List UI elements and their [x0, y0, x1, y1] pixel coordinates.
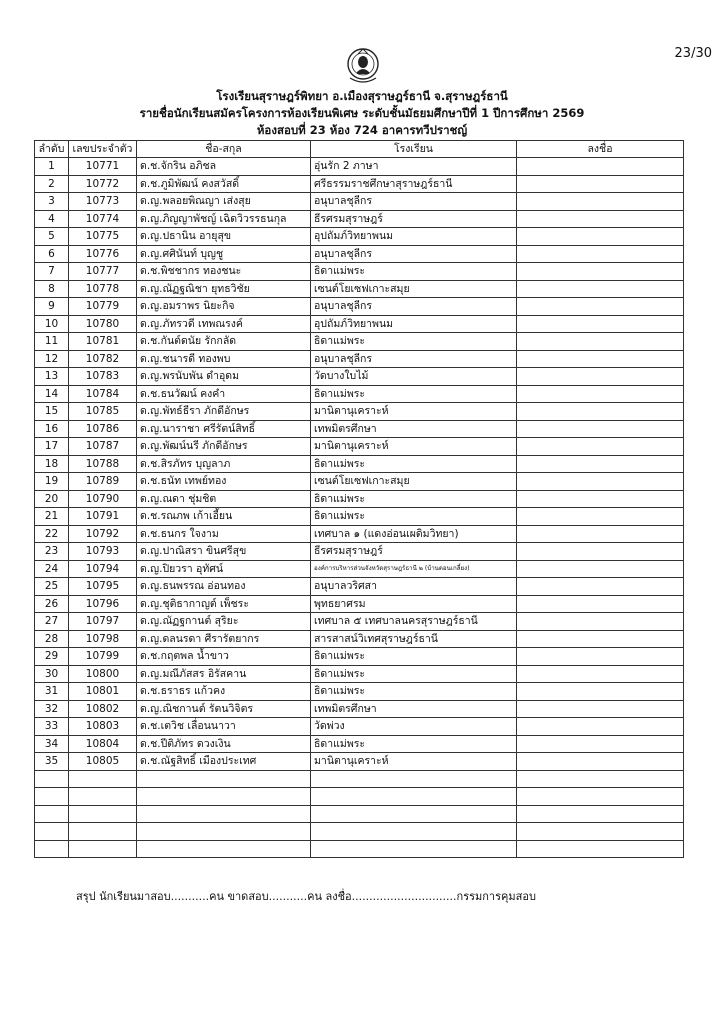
- table-row: [35, 543, 684, 561]
- empty-cell: [137, 788, 311, 806]
- school-line: โรงเรียนสุราษฎร์พิทยา อ.เมืองสุราษฎร์ธานี จ.สุราษฎร์ธานี: [216, 89, 508, 103]
- student-name-cell: ด.ช.กันต์ดนัย รักกลัด: [137, 333, 311, 351]
- empty-cell: [69, 788, 137, 806]
- order-cell: 3: [35, 193, 69, 211]
- order-cell: 35: [35, 753, 69, 771]
- student-name-cell: ด.ช.ธราธร แก้วคง: [137, 683, 311, 701]
- signature-cell: [517, 753, 684, 771]
- school-cell: อนุบาลชุลีกร: [311, 245, 517, 263]
- signature-cell: [517, 245, 684, 263]
- student-name-cell: ด.ญ.ชุติธากาญต์ เพ็ชระ: [137, 595, 311, 613]
- table-row: [35, 595, 684, 613]
- student-id-cell: 10780: [69, 315, 137, 333]
- empty-cell: [311, 823, 517, 841]
- table-row: [35, 245, 684, 263]
- school-cell: สารสาสน์วิเทศสุราษฎร์ธานี: [311, 630, 517, 648]
- order-cell: 32: [35, 700, 69, 718]
- signature-cell: [517, 613, 684, 631]
- table-row: [35, 280, 684, 298]
- school-cell: ธีรศรมสุราษฎร์: [311, 543, 517, 561]
- title-line: รายชื่อนักเรียนสมัครโครงการห้องเรียนพิเศษ ระดับชั้นมัธยมศึกษาปีที่ 1 ปีการศึกษา 2569: [139, 106, 585, 120]
- signature-cell: [517, 438, 684, 456]
- empty-cell: [69, 805, 137, 823]
- table-row: [35, 455, 684, 473]
- order-cell: 12: [35, 350, 69, 368]
- empty-cell: [311, 788, 517, 806]
- student-id-cell: 10782: [69, 350, 137, 368]
- school-cell: มานิตานุเคราะห์: [311, 403, 517, 421]
- school-cell: ธิดาแม่พระ: [311, 263, 517, 281]
- empty-table-row: [35, 823, 684, 841]
- order-cell: 29: [35, 648, 69, 666]
- school-cell: เทพมิตรศึกษา: [311, 700, 517, 718]
- table-row: [35, 210, 684, 228]
- school-cell: อนุบาลชุลีกร: [311, 298, 517, 316]
- order-cell: 2: [35, 175, 69, 193]
- order-cell: 24: [35, 560, 69, 578]
- signature-cell: [517, 403, 684, 421]
- order-cell: 8: [35, 280, 69, 298]
- student-roster-table: [34, 140, 684, 858]
- student-id-cell: 10781: [69, 333, 137, 351]
- table-row: [35, 175, 684, 193]
- student-id-cell: 10784: [69, 385, 137, 403]
- student-name-cell: ด.ญ.ชนารดี ทองพบ: [137, 350, 311, 368]
- student-name-cell: ด.ช.กฤตพล น้ำขาว: [137, 648, 311, 666]
- signature-cell: [517, 350, 684, 368]
- school-cell: ธิดาแม่พระ: [311, 735, 517, 753]
- student-name-cell: ด.ญ.ภัทรวดี เทพณรงค์: [137, 315, 311, 333]
- school-cell: พุทธยาศรม: [311, 595, 517, 613]
- student-id-cell: 10792: [69, 525, 137, 543]
- empty-table-row: [35, 840, 684, 858]
- signature-cell: [517, 665, 684, 683]
- school-cell: อุปถัมภ์วิทยาพนม: [311, 315, 517, 333]
- order-cell: 21: [35, 508, 69, 526]
- signature-cell: [517, 175, 684, 193]
- empty-cell: [517, 788, 684, 806]
- student-name-cell: ด.ช.ธนกร ใจงาม: [137, 525, 311, 543]
- signature-cell: [517, 648, 684, 666]
- table-row: [35, 420, 684, 438]
- order-cell: 33: [35, 718, 69, 736]
- table-row: [35, 718, 684, 736]
- table-row: [35, 665, 684, 683]
- empty-cell: [69, 840, 137, 858]
- school-cell: ธิดาแม่พระ: [311, 490, 517, 508]
- table-row: [35, 735, 684, 753]
- order-cell: 1: [35, 158, 69, 176]
- school-cell: อนุบาลชุลีกร: [311, 193, 517, 211]
- column-header-name: ชื่อ-สกุล: [137, 141, 311, 158]
- student-id-cell: 10789: [69, 473, 137, 491]
- empty-cell: [35, 805, 69, 823]
- student-name-cell: ด.ญ.ธนพรรณ อ่อนทอง: [137, 578, 311, 596]
- student-name-cell: ด.ญ.พัทธ์ธีรา ภักดีอักษร: [137, 403, 311, 421]
- school-cell: วัดบางใบไม้: [311, 368, 517, 386]
- student-id-cell: 10804: [69, 735, 137, 753]
- signature-cell: [517, 193, 684, 211]
- signature-cell: [517, 333, 684, 351]
- table-row: [35, 560, 684, 578]
- table-row: [35, 508, 684, 526]
- student-name-cell: ด.ญ.พลอยพิณญา เส่งสุย: [137, 193, 311, 211]
- signature-cell: [517, 630, 684, 648]
- order-cell: 18: [35, 455, 69, 473]
- student-name-cell: ด.ญ.ณดา ชุ่มชิต: [137, 490, 311, 508]
- signature-cell: [517, 560, 684, 578]
- order-cell: 15: [35, 403, 69, 421]
- order-cell: 9: [35, 298, 69, 316]
- student-name-cell: ด.ญ.ณัฏฐกานต์ สุริยะ: [137, 613, 311, 631]
- empty-cell: [69, 823, 137, 841]
- order-cell: 7: [35, 263, 69, 281]
- school-cell: อุปถัมภ์วิทยาพนม: [311, 228, 517, 246]
- table-row: [35, 385, 684, 403]
- signature-cell: [517, 298, 684, 316]
- empty-cell: [517, 770, 684, 788]
- student-id-cell: 10797: [69, 613, 137, 631]
- student-name-cell: ด.ช.สิรภัทร บุญลาภ: [137, 455, 311, 473]
- student-id-cell: 10796: [69, 595, 137, 613]
- signature-cell: [517, 263, 684, 281]
- student-name-cell: ด.ช.เตวิช เลื่อนนาวา: [137, 718, 311, 736]
- school-cell: ธิดาแม่พระ: [311, 455, 517, 473]
- student-id-cell: 10800: [69, 665, 137, 683]
- student-id-cell: 10771: [69, 158, 137, 176]
- table-row: [35, 473, 684, 491]
- student-id-cell: 10801: [69, 683, 137, 701]
- signature-cell: [517, 490, 684, 508]
- school-cell: องค์การบริหารส่วนจังหวัดสุราษฎร์ธานี ๒ (บ้านดอนเกลี้ยง): [311, 560, 517, 578]
- school-cell: ธิดาแม่พระ: [311, 333, 517, 351]
- empty-cell: [311, 805, 517, 823]
- table-row: [35, 333, 684, 351]
- empty-cell: [35, 788, 69, 806]
- order-cell: 14: [35, 385, 69, 403]
- school-cell: อุ่นรัก 2 ภาษา: [311, 158, 517, 176]
- school-cell: อนุบาลชุลีกร: [311, 350, 517, 368]
- page-number: 23/30: [674, 46, 712, 61]
- student-id-cell: 10805: [69, 753, 137, 771]
- signature-cell: [517, 735, 684, 753]
- signature-cell: [517, 595, 684, 613]
- signature-cell: [517, 158, 684, 176]
- order-cell: 31: [35, 683, 69, 701]
- school-cell: เทศบาล ๑ (แดงอ่อนเผดิมวิทยา): [311, 525, 517, 543]
- table-row: [35, 228, 684, 246]
- table-row: [35, 438, 684, 456]
- signature-cell: [517, 385, 684, 403]
- signature-cell: [517, 578, 684, 596]
- table-row: [35, 298, 684, 316]
- student-id-cell: 10775: [69, 228, 137, 246]
- student-name-cell: ด.ญ.ปิยวรา อุทัศน์: [137, 560, 311, 578]
- student-id-cell: 10795: [69, 578, 137, 596]
- order-cell: 6: [35, 245, 69, 263]
- school-cell: มานิตานุเคราะห์: [311, 753, 517, 771]
- signature-cell: [517, 525, 684, 543]
- signature-cell: [517, 210, 684, 228]
- table-row: [35, 403, 684, 421]
- student-name-cell: ด.ญ.ดลนรดา ศีรารัตยากร: [137, 630, 311, 648]
- student-name-cell: ด.ญ.มณีภัสสร อิรัสคาน: [137, 665, 311, 683]
- order-cell: 34: [35, 735, 69, 753]
- order-cell: 11: [35, 333, 69, 351]
- student-name-cell: ด.ช.รณภพ เก้าเอี้ยน: [137, 508, 311, 526]
- empty-table-row: [35, 805, 684, 823]
- student-id-cell: 10783: [69, 368, 137, 386]
- student-id-cell: 10786: [69, 420, 137, 438]
- order-cell: 10: [35, 315, 69, 333]
- table-row: [35, 525, 684, 543]
- school-cell: อนุบาลวริศสา: [311, 578, 517, 596]
- table-row: [35, 683, 684, 701]
- table-row: [35, 158, 684, 176]
- student-id-cell: 10774: [69, 210, 137, 228]
- student-name-cell: ด.ช.จักริน อภิชล: [137, 158, 311, 176]
- order-cell: 30: [35, 665, 69, 683]
- column-header-school: โรงเรียน: [311, 141, 517, 158]
- order-cell: 25: [35, 578, 69, 596]
- order-cell: 27: [35, 613, 69, 631]
- empty-cell: [69, 770, 137, 788]
- signature-cell: [517, 228, 684, 246]
- empty-cell: [35, 840, 69, 858]
- order-cell: 4: [35, 210, 69, 228]
- table-row: [35, 630, 684, 648]
- table-row: [35, 648, 684, 666]
- order-cell: 20: [35, 490, 69, 508]
- empty-cell: [311, 840, 517, 858]
- school-cell: ธีรศรมสุราษฎร์: [311, 210, 517, 228]
- school-cell: ธิดาแม่พระ: [311, 385, 517, 403]
- signature-cell: [517, 368, 684, 386]
- student-id-cell: 10793: [69, 543, 137, 561]
- student-name-cell: ด.ช.ณัฐสิทธิ์ เมืองประเทศ: [137, 753, 311, 771]
- order-cell: 13: [35, 368, 69, 386]
- signature-cell: [517, 280, 684, 298]
- table-row: [35, 193, 684, 211]
- signature-cell: [517, 315, 684, 333]
- table-row: [35, 578, 684, 596]
- column-header-id: เลขประจำตัว: [69, 141, 137, 158]
- student-id-cell: 10777: [69, 263, 137, 281]
- signature-cell: [517, 455, 684, 473]
- student-name-cell: ด.ญ.นาราชา ศรีรัตน์สิทธิ์: [137, 420, 311, 438]
- student-name-cell: ด.ช.ปีติภัทร ดวงเงิน: [137, 735, 311, 753]
- school-cell: ศรีธรรมราชศึกษาสุราษฎร์ธานี: [311, 175, 517, 193]
- order-cell: 23: [35, 543, 69, 561]
- student-id-cell: 10787: [69, 438, 137, 456]
- signature-cell: [517, 683, 684, 701]
- empty-cell: [35, 823, 69, 841]
- order-cell: 16: [35, 420, 69, 438]
- table-header-row: [35, 141, 684, 158]
- student-name-cell: ด.ญ.อมราพร นิยะกิจ: [137, 298, 311, 316]
- document-header: [0, 88, 724, 139]
- student-name-cell: ด.ช.ภูมิพัฒน์ คงสวัสดิ์: [137, 175, 311, 193]
- room-line: ห้องสอบที่ 23 ห้อง 724 อาคารทวีปราชญ์: [256, 123, 468, 137]
- student-name-cell: ด.ญ.ณิชกานต์ รัตนวิจิตร: [137, 700, 311, 718]
- table-row: [35, 263, 684, 281]
- signature-cell: [517, 718, 684, 736]
- student-name-cell: ด.ญ.พรนับพัน ดำอุดม: [137, 368, 311, 386]
- signature-cell: [517, 543, 684, 561]
- student-id-cell: 10798: [69, 630, 137, 648]
- empty-cell: [311, 770, 517, 788]
- student-id-cell: 10788: [69, 455, 137, 473]
- school-cell: ธิดาแม่พระ: [311, 665, 517, 683]
- table-row: [35, 368, 684, 386]
- empty-cell: [137, 823, 311, 841]
- order-cell: 28: [35, 630, 69, 648]
- student-id-cell: 10785: [69, 403, 137, 421]
- student-name-cell: ด.ช.พิชชากร ทองชนะ: [137, 263, 311, 281]
- student-id-cell: 10772: [69, 175, 137, 193]
- student-id-cell: 10773: [69, 193, 137, 211]
- empty-cell: [137, 805, 311, 823]
- student-name-cell: ด.ญ.ภิญญาพัชญ์ เฉิดวิวรรธนกุล: [137, 210, 311, 228]
- student-id-cell: 10778: [69, 280, 137, 298]
- empty-cell: [35, 770, 69, 788]
- school-cell: มานิตานุเคราะห์: [311, 438, 517, 456]
- table-row: [35, 700, 684, 718]
- order-cell: 22: [35, 525, 69, 543]
- signature-cell: [517, 420, 684, 438]
- table-row: [35, 613, 684, 631]
- school-cell: เซนต์โยเซฟเกาะสมุย: [311, 280, 517, 298]
- student-id-cell: 10779: [69, 298, 137, 316]
- empty-table-row: [35, 770, 684, 788]
- student-name-cell: ด.ญ.ศศินันท์ บุญชู: [137, 245, 311, 263]
- school-cell: เทศบาล ๕ เทศบาลนครสุราษฎร์ธานี: [311, 613, 517, 631]
- student-name-cell: ด.ช.ธนวัฒน์ คงคำ: [137, 385, 311, 403]
- order-cell: 17: [35, 438, 69, 456]
- order-cell: 5: [35, 228, 69, 246]
- school-cell: เทพมิตรศึกษา: [311, 420, 517, 438]
- signature-cell: [517, 508, 684, 526]
- column-header-signature: ลงชื่อ: [517, 141, 684, 158]
- student-name-cell: ด.ญ.พัฒน์นรี ภักดีอักษร: [137, 438, 311, 456]
- order-cell: 26: [35, 595, 69, 613]
- table-row: [35, 753, 684, 771]
- student-id-cell: 10776: [69, 245, 137, 263]
- empty-cell: [517, 823, 684, 841]
- column-header-order: ลำดับ: [35, 141, 69, 158]
- student-name-cell: ด.ญ.ณัฏฐณิชา ยุทธวิชัย: [137, 280, 311, 298]
- student-name-cell: ด.ช.ธนัท เทพย์ทอง: [137, 473, 311, 491]
- signature-cell: [517, 473, 684, 491]
- table-row: [35, 490, 684, 508]
- signature-cell: [517, 700, 684, 718]
- school-cell: ธิดาแม่พระ: [311, 508, 517, 526]
- school-cell: ธิดาแม่พระ: [311, 648, 517, 666]
- empty-cell: [137, 770, 311, 788]
- order-cell: 19: [35, 473, 69, 491]
- empty-cell: [137, 840, 311, 858]
- school-cell: วัดพ่วง: [311, 718, 517, 736]
- table-row: [35, 315, 684, 333]
- table-row: [35, 350, 684, 368]
- student-name-cell: ด.ญ.ปาณิสรา ขินศรีสุข: [137, 543, 311, 561]
- empty-table-row: [35, 788, 684, 806]
- empty-cell: [517, 805, 684, 823]
- student-id-cell: 10799: [69, 648, 137, 666]
- student-id-cell: 10794: [69, 560, 137, 578]
- empty-cell: [517, 840, 684, 858]
- student-id-cell: 10803: [69, 718, 137, 736]
- student-id-cell: 10791: [69, 508, 137, 526]
- school-cell: ธิดาแม่พระ: [311, 683, 517, 701]
- table-body: [35, 158, 684, 858]
- school-crest-icon: [346, 46, 380, 86]
- summary-line: สรุป นักเรียนมาสอบ...........คน ขาดสอบ...........คน ลงชื่อ..............................กรรมการคุมสอบ: [76, 890, 536, 903]
- student-name-cell: ด.ญ.ปธานิน อายุสุข: [137, 228, 311, 246]
- school-cell: เซนต์โยเซฟเกาะสมุย: [311, 473, 517, 491]
- student-id-cell: 10790: [69, 490, 137, 508]
- student-id-cell: 10802: [69, 700, 137, 718]
